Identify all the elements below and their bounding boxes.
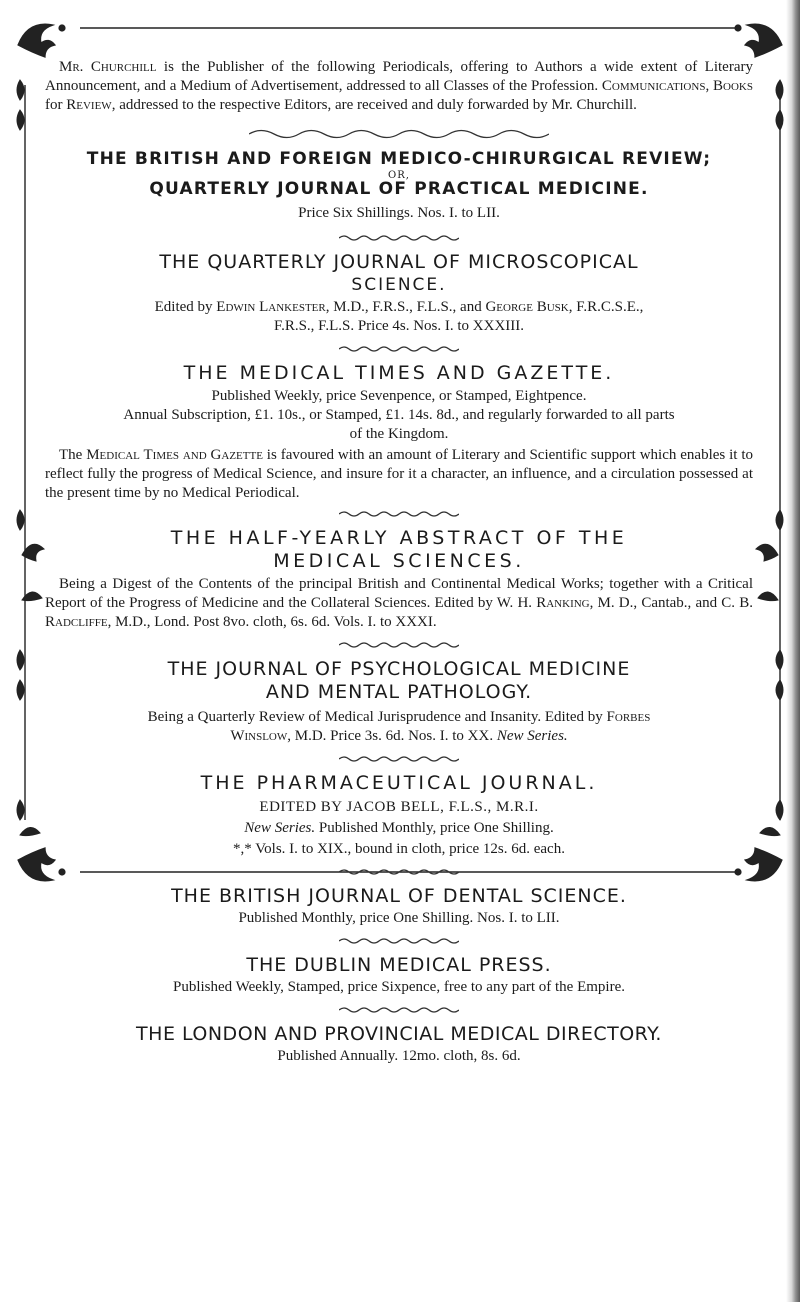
wave-divider-icon [339, 233, 459, 243]
medical-times-line3: of the Kingdom. [349, 426, 449, 442]
psychological-title-2: AND MENTAL PATHOLOGY. [265, 681, 533, 703]
half-yearly-title-2: MEDICAL SCIENCES. [273, 550, 525, 572]
pharmaceutical-journal [45, 772, 753, 859]
intro-text: is the Publisher of the following Periodicals, offering to Authors a wide extent of Literary Announcement, and a Medium of Advertisement, addressed to all Classes of the Profession. [45, 59, 753, 94]
intro-mid-2: for [45, 97, 67, 113]
pharmaceutical-line2: Published Monthly, price One Shilling. [315, 820, 554, 836]
half-yearly-para-c: , M.D., Lond. Post 8vo. cloth, 6s. 6d. Vols. I. to XXXI. [107, 614, 437, 630]
microscopical-journal [45, 251, 753, 336]
wave-divider-icon [339, 344, 459, 354]
wave-divider-icon [339, 867, 459, 877]
dublin-price: Published Weekly, Stamped, price Sixpence, free to any part of the Empire. [173, 979, 625, 995]
wave-divider-icon [339, 936, 459, 946]
pharmaceutical-editor: EDITED BY JACOB BELL, F.L.S., M.R.I. [259, 799, 539, 815]
medical-times-para-name: Medical Times and Gazette [86, 447, 263, 463]
psychological-editor-last: Winslow [230, 728, 288, 744]
half-yearly-abstract [45, 527, 753, 632]
psychological-line1a: Being a Quarterly Review of Medical Jurisprudence and Insanity. Edited by [147, 709, 607, 725]
british-foreign-subtitle-a: QUARTERLY JOURNAL OF [149, 179, 408, 199]
publisher-name: Mr. Churchill [59, 59, 157, 75]
intro-mid-1: , [705, 78, 714, 94]
microscopical-price: F.R.S., F.L.S. Price 4s. Nos. I. to XXXIII. [273, 318, 525, 334]
british-foreign-subtitle-b: PRACTICAL MEDICINE. [407, 179, 649, 199]
page-edge-shadow [786, 0, 800, 1302]
intro-sc-2: Books [713, 78, 753, 94]
psychological-editor-first: Forbes [606, 709, 651, 725]
psychological-price: , M.D. Price 3s. 6d. Nos. I. to XX. [287, 728, 497, 744]
british-foreign-review [45, 149, 753, 223]
pharmaceutical-line3: Vols. I. to XIX., bound in cloth, price 12s. 6d. each. [251, 841, 565, 857]
half-yearly-para-b: , M. D., Cantab., and C. B. [589, 595, 753, 611]
pharmaceutical-title: THE PHARMACEUTICAL JOURNAL. [200, 772, 598, 794]
microscopical-line1a: Edited by [154, 299, 217, 315]
microscopical-title: THE QUARTERLY JOURNAL OF MICROSCOPICAL [159, 251, 639, 273]
microscopical-title-2: SCIENCE. [351, 275, 447, 295]
half-yearly-editor-1: Ranking [536, 595, 590, 611]
british-foreign-title: THE BRITISH AND FOREIGN MEDICO-CHIRURGICAL REVIEW; [86, 149, 712, 169]
half-yearly-title: THE HALF-YEARLY ABSTRACT OF THE [170, 527, 628, 549]
microscopical-line1c: , F.R.C.S.E., [568, 299, 644, 315]
medical-times-gazette [45, 362, 753, 503]
dublin-title: THE DUBLIN MEDICAL PRESS. [246, 954, 552, 976]
pharmaceutical-series: New Series. [244, 820, 316, 836]
half-yearly-para-a: Being a Digest of the Contents of the principal British and Continental Medical Works; together with a Critical Report of the Progress of Medicine and the Collateral Sciences. Edited by W. H. [45, 576, 753, 611]
british-foreign-or: OR, [388, 170, 410, 181]
medical-directory [45, 1023, 753, 1066]
wave-divider-icon [339, 754, 459, 764]
medical-times-line2: Annual Subscription, £1. 10s., or Stamped, £1. 14s. 8d., and regularly forwarded to all parts [123, 407, 675, 423]
microscopical-editor-1: Edwin Lankester [216, 299, 326, 315]
pharmaceutical-asterism: *,* [233, 841, 252, 857]
wave-divider-icon [339, 509, 459, 519]
psychological-medicine-journal [45, 658, 753, 746]
dental-title: THE BRITISH JOURNAL OF DENTAL SCIENCE. [171, 885, 627, 907]
psychological-title: THE JOURNAL OF PSYCHOLOGICAL MEDICINE [167, 658, 631, 680]
medical-times-para-text: is favoured with an amount of Literary and Scientific support which enables it to reflect fully the progress of Medical Science, and insure for it a character, an influence, and a circulation possessed at the present time by no Medical Periodical. [45, 447, 754, 501]
intro-end: , addressed to the respective Editors, are received and duly forwarded by Mr. Churchill. [111, 97, 637, 113]
half-yearly-editor-2: Radcliffe [45, 614, 108, 630]
medical-times-para-prefix: The [59, 447, 87, 463]
wave-divider-icon [249, 127, 549, 141]
microscopical-line1b: , M.D., F.R.S., F.L.S., and [325, 299, 486, 315]
microscopical-editor-2: George Busk [485, 299, 569, 315]
medical-times-title: THE MEDICAL TIMES AND GAZETTE. [183, 362, 615, 384]
intro-paragraph [45, 58, 753, 115]
wave-divider-icon [339, 640, 459, 650]
page-content [45, 58, 753, 1066]
wave-divider-icon [339, 1005, 459, 1015]
british-foreign-price: Price Six Shillings. Nos. I. to LII. [298, 205, 500, 221]
dental-science-journal [45, 885, 753, 928]
dublin-medical-press [45, 954, 753, 997]
intro-sc-1: Communications [601, 78, 706, 94]
psychological-series: New Series. [496, 728, 568, 744]
directory-title: THE LONDON AND PROVINCIAL MEDICAL DIRECTORY. [136, 1023, 662, 1045]
dental-price: Published Monthly, price One Shilling. Nos. I. to LII. [238, 910, 560, 926]
directory-price: Published Annually. 12mo. cloth, 8s. 6d. [277, 1048, 521, 1064]
intro-sc-3: Review [66, 97, 112, 113]
medical-times-line1: Published Weekly, price Sevenpence, or Stamped, Eightpence. [211, 388, 587, 404]
